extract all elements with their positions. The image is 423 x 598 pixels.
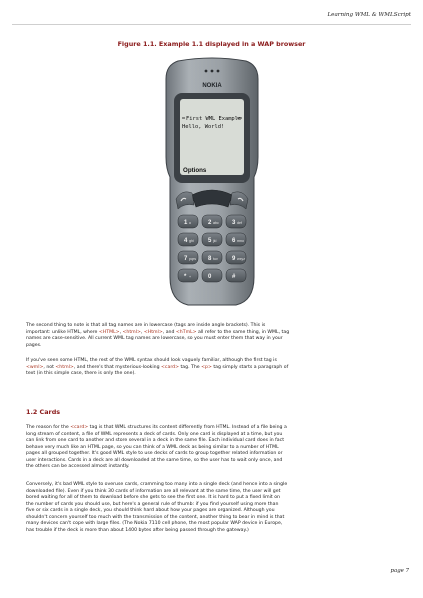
key-digit: 6 bbox=[232, 238, 236, 244]
key-digit: 2 bbox=[208, 220, 212, 226]
key-letters: pqrs bbox=[189, 257, 196, 261]
text-run: can link from one card to another and store several in a deck in the same file. Each individual card does in fact bbox=[26, 438, 285, 444]
phone-brand: NOKIA bbox=[202, 83, 222, 89]
text-line bbox=[26, 528, 249, 533]
inline-code: <p> bbox=[201, 364, 212, 370]
key-letters: def bbox=[237, 221, 242, 225]
key-digit: 3 bbox=[232, 220, 236, 226]
text-run: If you've seen some HTML, the rest of the WML syntax should look vaguely familiar, although the first tag is bbox=[26, 358, 277, 363]
text-run: , and bbox=[162, 329, 176, 335]
inline-code: <card> bbox=[161, 364, 179, 370]
keypad-key-hash bbox=[226, 269, 246, 282]
key-letters: ghi bbox=[189, 239, 194, 243]
keypad-key-9 bbox=[226, 251, 246, 264]
key-letters: mno bbox=[237, 239, 244, 243]
phone-illustration bbox=[154, 57, 270, 307]
text-run: tag is that WML structures its content differently from HTML. Instead of a file being a bbox=[88, 425, 287, 430]
earpiece-dot bbox=[217, 70, 220, 73]
inline-code: <HTML> bbox=[98, 329, 120, 335]
text-line bbox=[26, 495, 280, 500]
text-run: , bbox=[119, 329, 123, 335]
text-run: important: unlike HTML, where bbox=[26, 329, 99, 335]
inline-code: <wml> bbox=[26, 364, 44, 370]
keypad-key-8 bbox=[202, 251, 222, 264]
text-run: five or six cards in a single deck, you should think hard about how your pages are organized. Although you bbox=[26, 508, 275, 514]
key-letters: tuv bbox=[213, 257, 218, 261]
text-line bbox=[26, 336, 283, 341]
keypad-key-7 bbox=[178, 251, 198, 264]
text-line bbox=[26, 458, 282, 463]
earpiece-dot bbox=[205, 70, 208, 73]
text-line bbox=[26, 432, 282, 437]
text-run: The reason for the bbox=[26, 425, 71, 430]
inline-code: <html> bbox=[122, 329, 141, 335]
header-rule bbox=[12, 24, 411, 25]
screen-title: First WML Example bbox=[186, 116, 242, 122]
screen bbox=[180, 99, 244, 175]
text-run: long stream of content, a file of WML represents a deck of cards. Only one card is displayed at a time, but you bbox=[26, 431, 283, 437]
text-run: , bbox=[140, 329, 144, 335]
text-line bbox=[26, 438, 284, 443]
running-header: Learning WML & WMLScript bbox=[327, 12, 411, 18]
paragraph-case-sensitivity bbox=[26, 323, 398, 349]
text-run: , and there's that mysterious-looking bbox=[73, 364, 162, 370]
key-digit: 9 bbox=[232, 256, 236, 262]
text-run: pages all grouped together. It's good WML style to use decks of cards to group together related information or bbox=[26, 451, 283, 457]
figure-caption: Figure 1.1. Example 1.1 displayed in a WAP browser bbox=[117, 40, 306, 48]
softkey-label: Options bbox=[183, 167, 207, 174]
text-run: tag. The bbox=[178, 364, 202, 370]
key-digit: 0 bbox=[208, 274, 212, 280]
key-letters: o bbox=[189, 221, 191, 225]
text-line bbox=[26, 489, 280, 494]
key-letters: abc bbox=[213, 221, 219, 225]
text-run: has trouble if the deck is more than about 1400 bytes after being passed through the gateway.) bbox=[26, 527, 249, 533]
inline-code: <html> bbox=[55, 364, 74, 370]
text-run: , not bbox=[43, 364, 56, 370]
key-digit: 8 bbox=[208, 256, 212, 262]
text-line bbox=[26, 451, 283, 456]
text-run: Conversely, it's bad WML style to overuse cards, cramming too many into a single deck (and hence into a single bbox=[26, 482, 288, 487]
text-run: downloaded file). Even if you think 30 cards of information are all relevant at the same time, the user will get bbox=[26, 488, 281, 494]
text-line bbox=[26, 521, 282, 526]
text-run: behave very much like an HTML page, so you can think of a WML deck as being similar to a number of HTML bbox=[26, 444, 279, 450]
text-line bbox=[26, 464, 129, 469]
phone-figure bbox=[154, 57, 270, 307]
text-line bbox=[26, 323, 265, 328]
text-run: all refer to the same thing, in WML, tag bbox=[196, 329, 290, 335]
text-line bbox=[26, 515, 284, 520]
key-digit: 5 bbox=[208, 238, 212, 244]
keypad-key-0 bbox=[202, 269, 222, 282]
key-letters: + bbox=[189, 275, 192, 279]
text-run: text (in this simple case, there is only the one). bbox=[26, 371, 136, 377]
key-letters: jkl bbox=[213, 239, 217, 243]
text-line bbox=[26, 371, 136, 376]
text-line bbox=[26, 358, 277, 363]
keypad-key-3 bbox=[226, 215, 246, 228]
key-digit: * bbox=[184, 274, 187, 280]
text-line bbox=[26, 365, 288, 370]
screen-body-text: Hello, World! bbox=[182, 124, 225, 130]
text-run: tag simply starts a paragraph of bbox=[211, 364, 289, 370]
text-run: names are case-sensitive. All current WML tag names are lowercase, so you must enter them that way in your bbox=[26, 336, 283, 342]
keypad-key-4 bbox=[178, 233, 198, 246]
keypad-key-6 bbox=[226, 233, 246, 246]
inline-code: <card> bbox=[70, 425, 89, 430]
paragraph-wml-syntax bbox=[26, 358, 398, 378]
key-digit: 1 bbox=[184, 220, 188, 226]
text-line bbox=[26, 482, 287, 487]
text-run: user interactions. Cards in a deck are all downloaded at the same time, so the user has to wait only once, and bbox=[26, 457, 283, 463]
text-line bbox=[26, 445, 279, 450]
key-letters: wxyz bbox=[237, 257, 245, 261]
text-run: pages. bbox=[26, 342, 42, 348]
text-run: the number of cards you should use, but here's a general rule of thumb: if you find yourself using more than bbox=[26, 501, 279, 507]
text-run: many devices can't cope with large files. (The Nokia 7110 cell phone, the most popular WAP device in Europe, bbox=[26, 521, 283, 527]
text-run: bored waiting for all of them to download before she gets to see the first one. It is hard to put a fixed limit on bbox=[26, 495, 280, 501]
key-digit: # bbox=[232, 274, 236, 280]
section-heading: 1.2 Cards bbox=[26, 408, 61, 416]
keypad-key-star bbox=[178, 269, 198, 282]
keypad-key-5 bbox=[202, 233, 222, 246]
earpiece-dot bbox=[211, 70, 214, 73]
inline-code: <Html> bbox=[143, 329, 163, 335]
text-run: shouldn't concern yourself too much with the transmission of the content, another thing to bear in mind is that bbox=[26, 514, 285, 520]
text-run: the others can be accessed almost instantly. bbox=[26, 464, 130, 470]
keypad-key-2 bbox=[202, 215, 222, 228]
key-digit: 7 bbox=[184, 256, 188, 262]
paragraph-cards-intro bbox=[26, 425, 398, 471]
text-line bbox=[26, 502, 278, 507]
page-number: page 7 bbox=[390, 568, 409, 574]
inline-code: <hTmL> bbox=[175, 329, 197, 335]
paragraph-cards-style bbox=[26, 482, 398, 534]
key-digit: 4 bbox=[184, 238, 188, 244]
text-line bbox=[26, 508, 275, 513]
keypad-key-1 bbox=[178, 215, 198, 228]
text-run: The second thing to note is that all tag names are in lowercase (tags are inside angle brackets). This is bbox=[26, 323, 266, 328]
text-line bbox=[26, 425, 287, 430]
text-line bbox=[26, 343, 41, 348]
text-line bbox=[26, 330, 289, 335]
